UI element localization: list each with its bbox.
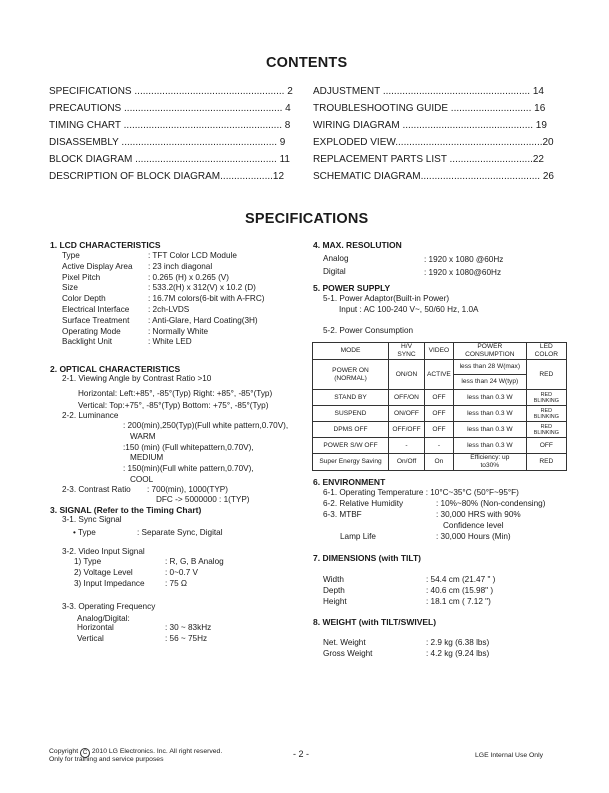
dimension-value: : 18.1 cm ( 7.12 ") [426,596,491,606]
footer-training: Only for training and service purposes [49,756,164,763]
toc-entry[interactable]: TROUBLESHOOTING GUIDE ............................. 16 [313,103,546,114]
spec-label: Surface Treatment [62,315,130,325]
operating-frequency: 3-3. Operating Frequency [62,602,156,611]
dimensions-heading: 7. DIMENSIONS (with TILT) [313,553,421,563]
table-row [313,406,567,422]
table-cell: ON/ON [389,360,425,390]
freq-label: Horizontal [77,623,114,632]
humidity-value: : 10%~80% (Non-condensing) [436,499,546,508]
table-cell: Super Energy Saving [313,454,389,471]
spec-label: Backlight Unit [62,337,113,347]
table-row [313,438,567,454]
table-cell: RED BLINKING [526,390,566,406]
video-values [165,557,224,589]
video-value: : 0~0.7 V [165,567,199,577]
power-adaptor: 5-1. Power Adaptor(Built-in Power) [323,294,450,303]
weight-heading: 8. WEIGHT (with TILT/SWIVEL) [313,617,437,627]
table-cell: ACTIVE [425,360,454,390]
resolution-heading: 4. MAX. RESOLUTION [313,240,402,250]
table-row [313,422,567,438]
spec-value: : 0.265 (H) x 0.265 (V) [148,272,229,282]
spec-label: Size [62,283,78,293]
spec-value: : 23 inch diagonal [148,261,213,271]
toc-entry[interactable]: TIMING CHART ......................................................... 8 [49,120,291,131]
page-number: - 2 - [293,749,310,759]
weight-labels [323,638,372,660]
table-cell: less than 24 W(typ) [453,375,526,390]
table-cell: less than 28 W(max) [453,360,526,375]
toc-entry[interactable]: ADJUSTMENT ..................................................... 14 [313,86,544,97]
power-consumption-label: 5-2. Power Consumption [323,326,414,335]
dimension-values [426,575,495,607]
sync-type-value: : Separate Sync, Digital [137,528,223,537]
table-cell: - [389,438,425,454]
sync-signal: 3-1. Sync Signal [62,515,122,524]
table-row [313,454,567,471]
weight-values [426,638,489,660]
resolution-labels [323,252,349,278]
video-input: 3-2. Video Input Signal [62,547,145,556]
power-heading: 5. POWER SUPPLY [313,283,391,293]
video-label: 2) Voltage Level [74,567,133,577]
table-cell: Efficiency: up to30% [453,454,526,471]
luminance-value: : 150(min)(Full white pattern,0.70V), [123,464,254,474]
dimension-labels [323,575,347,607]
optical-heading: 2. OPTICAL CHARACTERISTICS [50,364,181,374]
power-consumption-table [312,342,567,471]
signal-heading: 3. SIGNAL (Refer to the Timing Chart) [50,505,202,515]
humidity-label: 6-2. Relative Humidity [323,499,404,508]
table-cell: OFF [425,390,454,406]
table-row [313,390,567,406]
spec-value: : Normally White [148,326,209,336]
dimension-label: Height [323,596,347,606]
table-cell: ON/OFF [389,406,425,422]
table-cell: - [425,438,454,454]
luminance-value: COOL [130,474,154,484]
toc-entry[interactable]: REPLACEMENT PARTS LIST ..............................22 [313,154,544,165]
spec-label: Color Depth [62,294,106,304]
table-cell: STAND BY [313,390,389,406]
resolution-value: : 1920 x 1080@60Hz [424,268,502,277]
vertical-angle: Vertical: Top:+75°, -85°(Typ) Bottom: +75°, -85°(Typ) [78,401,269,410]
table-cell: RED [526,454,566,471]
lamp-life-value: : 30,000 Hours (Min) [436,532,511,541]
luminance-value: MEDIUM [130,453,164,463]
dimension-label: Depth [323,585,345,595]
table-cell: On/Off [389,454,425,471]
video-value: : 75 Ω [165,578,188,588]
table-cell: OFF [425,406,454,422]
spec-value: : White LED [148,337,192,347]
mtbf-value: : 30,000 HRS with 90% [436,510,521,519]
table-cell: RED BLINKING [526,406,566,422]
operating-temperature: 6-1. Operating Temperature : 10°C~35°C (50°F~95°F) [323,488,519,497]
spec-value: : TFT Color LCD Module [148,251,237,260]
spec-value: : 533.2(H) x 312(V) x 10.2 (D) [148,283,256,293]
copyright-text: 2010 LG Electronics. Inc. All right reserved. [91,748,223,755]
table-cell: less than 0.3 W [453,390,526,406]
spec-label: Electrical Interface [62,304,130,314]
dimension-value: : 40.6 cm (15.98" ) [426,585,494,595]
spec-value: : Anti-Glare, Hard Coating(3H) [148,315,258,325]
weight-value: : 4.2 kg (9.24 lbs) [426,648,490,658]
toc-entry[interactable]: SPECIFICATIONS ...................................................... 2 [49,86,293,97]
toc-right [313,83,554,185]
toc-entry[interactable]: DESCRIPTION OF BLOCK DIAGRAM...................12 [49,171,285,182]
lcd-labels [62,251,133,348]
contrast-value: : 700(min), 1000(TYP) [147,485,228,494]
spec-label: Active Display Area [62,261,133,271]
spec-label: Operating Mode [62,326,121,336]
spec-label: Type [62,251,80,260]
dimension-label: Width [323,575,344,584]
toc-entry[interactable]: DISASSEMBLY ........................................................ 9 [49,137,286,148]
table-cell: DPMS OFF [313,422,389,438]
copyright-label: Copyright [49,748,79,755]
table-cell: POWER ON (NORMAL) [313,360,389,390]
mtbf-label: 6-3. MTBF [323,510,362,519]
toc-entry[interactable]: WIRING DIAGRAM ............................................... 19 [313,120,547,131]
table-cell: SUSPEND [313,406,389,422]
toc-left [49,83,293,185]
freq-label: Vertical [77,633,104,643]
table-cell: On [425,454,454,471]
sync-type-label: • Type [73,528,96,537]
table-cell: less than 0.3 W [453,406,526,422]
video-label: 1) Type [74,557,102,566]
viewing-angle: 2-1. Viewing Angle by Contrast Ratio >10 [62,374,212,383]
toc-entry[interactable]: EXPLODED VIEW.....................................................20 [313,137,554,148]
lcd-values [148,251,264,348]
contrast-label: 2-3. Contrast Ratio [62,485,131,494]
table-cell: RED [526,360,566,390]
column-header: LED COLOR [526,343,566,360]
table-cell: less than 0.3 W [453,422,526,438]
luminance-value: WARM [130,431,156,441]
luminance-value: : 200(min),250(Typ)(Full white pattern,0.70V), [123,421,289,430]
luminance-values [123,421,288,486]
power-input: Input : AC 100-240 V~, 50/60 Hz, 1.0A [339,305,479,314]
weight-value: : 2.9 kg (6.38 lbs) [426,638,490,647]
table-cell: OFF [526,438,566,454]
resolution-label: Analog [323,254,349,263]
spec-label: Pixel Pitch [62,272,101,282]
video-labels [74,557,145,589]
table-header-row [313,343,567,360]
table-cell: RED BLINKING [526,422,566,438]
column-header: POWER CONSUMPTION [453,343,526,360]
weight-label: Gross Weight [323,648,373,658]
toc-entry[interactable]: SCHEMATIC DIAGRAM........................................... 26 [313,171,554,182]
table-row [313,360,567,375]
toc-entry[interactable]: BLOCK DIAGRAM ................................................... 11 [49,154,290,165]
dimension-value: : 54.4 cm (21.47 " ) [426,575,496,584]
dfc-value: DFC -> 5000000 : 1(TYP) [156,495,250,504]
video-label: 3) Input Impedance [74,578,145,588]
horizontal-angle: Horizontal: Left:+85°, -85°(Typ) Right: +85°, -85°(Typ) [78,389,273,398]
luminance-value: :150 (min) (Full whitepattern,0.70V), [123,442,254,452]
lcd-heading: 1. LCD CHARACTERISTICS [50,240,161,250]
mtbf-value-2: Confidence level [443,521,504,530]
resolution-values [424,253,503,279]
footer-internal: LGE Internal Use Only [475,752,543,759]
table-cell: OFF/OFF [389,422,425,438]
luminance-label: 2-2. Luminance [62,411,119,420]
column-header: VIDEO [425,343,454,360]
freq-sub: Analog/Digital: [77,614,130,623]
freq-labels [77,623,114,645]
lamp-life-label: Lamp Life [340,532,376,541]
toc-entry[interactable]: PRECAUTIONS ......................................................... 4 [49,103,291,114]
freq-values [165,623,211,645]
table-cell: OFF/ON [389,390,425,406]
freq-value: : 56 ~ 75Hz [165,633,208,643]
contents-title: CONTENTS [266,55,348,71]
column-header: H/V SYNC [389,343,425,360]
spec-value: : 2ch-LVDS [148,304,190,314]
table-cell: less than 0.3 W [453,438,526,454]
table-cell: OFF [425,422,454,438]
column-header: MODE [313,343,389,360]
freq-value: : 30 ~ 83kHz [165,623,212,632]
copyright-icon: C [80,748,90,758]
spec-value: : 16.7M colors(6-bit with A-FRC) [148,294,265,304]
environment-heading: 6. ENVIRONMENT [313,477,386,487]
weight-label: Net. Weight [323,638,366,647]
resolution-label: Digital [323,267,346,276]
specifications-title: SPECIFICATIONS [245,211,369,227]
table-cell: POWER S/W OFF [313,438,389,454]
resolution-value: : 1920 x 1080 @60Hz [424,255,504,264]
video-value: : R, G, B Analog [165,557,224,566]
